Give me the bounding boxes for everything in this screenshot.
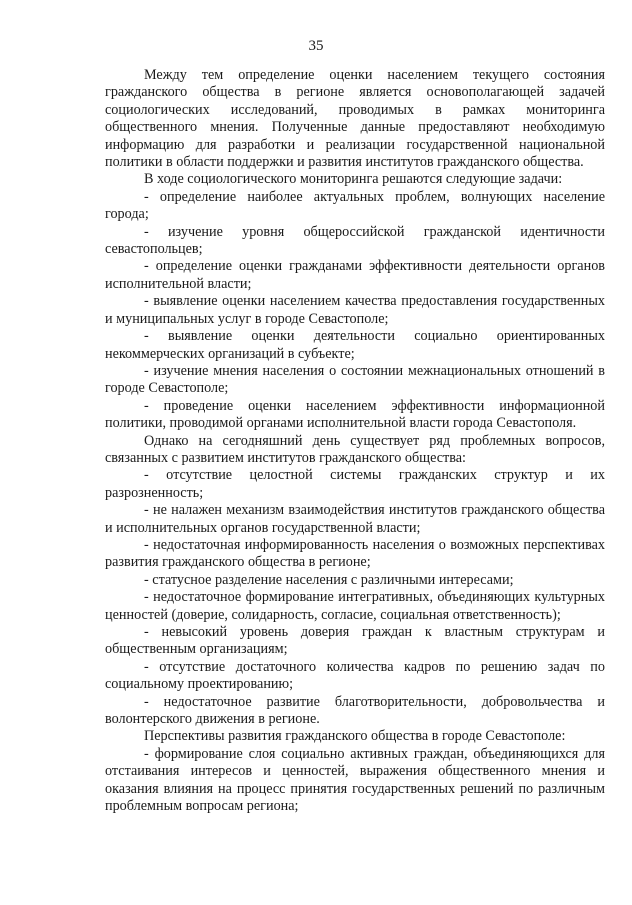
paragraph-intro: Между тем определение оценки населением текущего состояния гражданского общества в регионе является основополагающей задачей социологических исследований, проводимых в рамках мониторинга общественного мнения. Полученные данные предоставляют необходимую информацию для разработки и реализации государственной национальной политики в области поддержки и развития институтов гражданского общества. bbox=[105, 67, 605, 171]
task-item: - изучение мнения населения о состоянии межнациональных отношений в городе Севастополе; bbox=[105, 362, 605, 397]
paragraph-problems-heading: Однако на сегодняшний день существует ряд проблемных вопросов, связанных с развитием институтов гражданского общества: bbox=[105, 432, 605, 466]
problem-item: - отсутствие достаточного количества кадров по решению задач по социальному проектированию; bbox=[105, 658, 605, 693]
prospect-item: - формирование слоя социально активных граждан, объединяющихся для отстаивания интересов и ценностей, выражения общественного мнения и оказания влияния на процесс принятия государственных решений по различным проблемным вопросам региона; bbox=[105, 745, 605, 815]
task-item: - проведение оценки населением эффективности информационной политики, проводимой органами исполнительной власти города Севастополя. bbox=[105, 397, 605, 432]
page-number: 35 bbox=[308, 38, 324, 54]
task-item: - определение наиболее актуальных проблем, волнующих население города; bbox=[105, 188, 605, 223]
problem-item: - недостаточная информированность населения о возможных перспективах развития гражданского общества в регионе; bbox=[105, 536, 605, 571]
task-item: - изучение уровня общероссийской гражданской идентичности севастопольцев; bbox=[105, 223, 605, 258]
task-item: - выявление оценки деятельности социально ориентированных некоммерческих организаций в субъекте; bbox=[105, 328, 605, 362]
problem-item: - не налажен механизм взаимодействия институтов гражданского общества и исполнительных органов государственной власти; bbox=[105, 502, 605, 536]
paragraph-tasks-heading: В ходе социологического мониторинга решаются следующие задачи: bbox=[144, 171, 563, 188]
paragraph-prospects-heading: Перспективы развития гражданского общества в городе Севастополе: bbox=[144, 728, 566, 745]
problem-item: - отсутствие целостной системы гражданских структур и их разрозненность; bbox=[105, 467, 605, 501]
problem-item: - статусное разделение населения с различными интересами; bbox=[144, 571, 514, 588]
problem-item: - недостаточное формирование интегративных, объединяющих культурных ценностей (доверие, солидарность, согласие, социальная ответственность); bbox=[105, 589, 605, 623]
page-content bbox=[105, 67, 605, 815]
problem-item: - недостаточное развитие благотворительности, добровольчества и волонтерского движения в регионе. bbox=[105, 693, 605, 728]
problem-item: - невысокий уровень доверия граждан к властным структурам и общественным организациям; bbox=[105, 624, 605, 658]
task-item: - выявление оценки населением качества предоставления государственных и муниципальных услуг в городе Севастополе; bbox=[105, 293, 605, 327]
task-item: - определение оценки гражданами эффективности деятельности органов исполнительной власти; bbox=[105, 258, 605, 292]
